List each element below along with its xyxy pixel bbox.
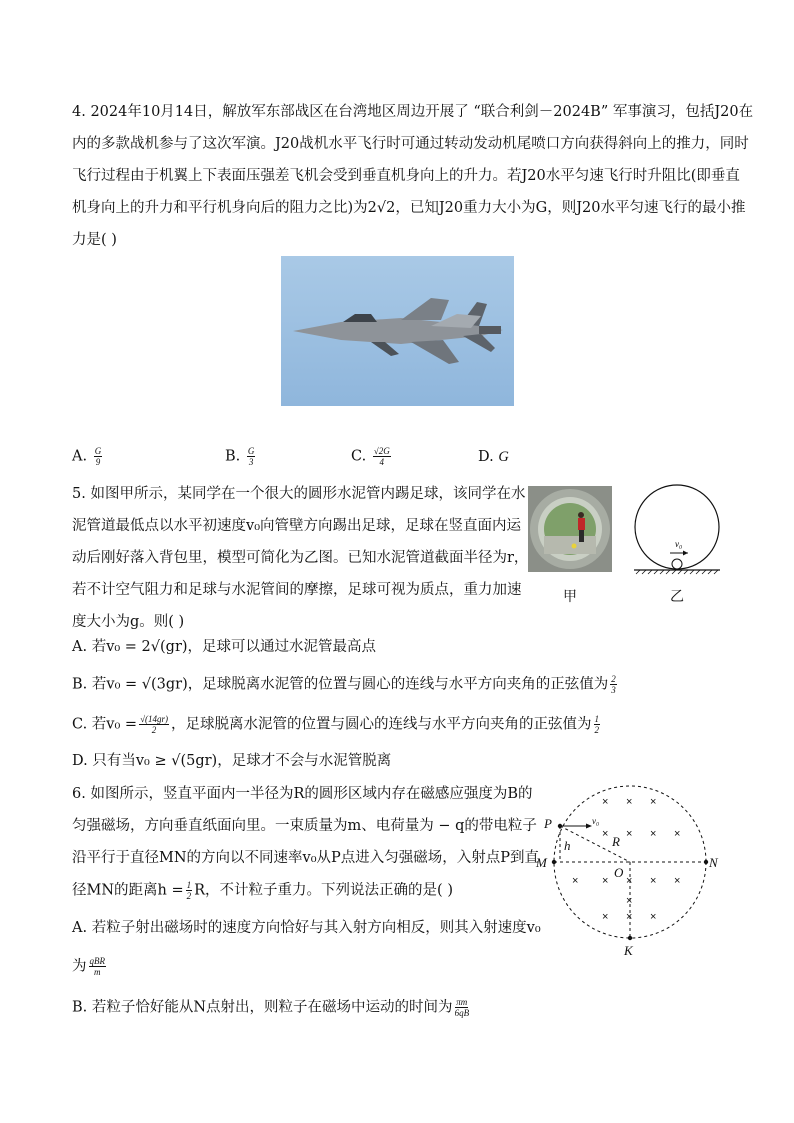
q6-option-a-den: m [94,967,101,977]
pipe-model-diagram [632,481,722,581]
q4-line-2: 内的多款战机参与了这次军演。J20战机水平飞行时可通过转动发动机尾喷口方向获得斜向上的推力，同时 [72,136,749,152]
q5-line-2: 泥管道最低点以水平初速度v₀向管壁方向踢出足球，足球在竖直面内运 [72,518,522,534]
figure-label-jia: 甲 [563,589,577,605]
v0-label: v₀ [675,539,683,549]
q5-line-5: 度大小为g。则( ) [72,614,185,630]
q6-option-b-text: B. 若粒子恰好能从N点射出，则粒子在磁场中运动的时间为 [72,999,453,1016]
label-k: K [624,943,633,958]
point-k [628,936,632,940]
q5-option-c-prefix: C. 若v₀ = [72,716,138,733]
q5-option-b-text: B. 若v₀ = √(3gr)，足球脱离水泥管的位置与圆心的连线与水平方向夹角的正弦值为 [72,676,609,693]
q4-option-b-fraction [247,446,256,467]
q6-option-a-fraction [89,956,107,977]
field-cross-mark: × [602,875,609,887]
q4-option-b [225,446,257,467]
field-cross-mark: × [602,796,609,808]
field-cross-mark: × [674,828,681,840]
q6-option-a-num: qBR [89,956,105,966]
field-cross-mark: × [626,911,633,923]
q5-option-c-sine-num: 1 [594,714,599,724]
q6-option-a-line-1: A. 若粒子射出磁场时的速度方向恰好与其入射方向相反，则其入射速度v₀ [72,920,541,936]
q5-option-c [72,714,602,735]
q4-option-d [478,449,509,466]
q5-option-c-sine-den: 2 [594,725,599,735]
field-cross-mark: × [572,875,579,887]
q5-option-b [72,674,619,695]
label-v0: v₀ [592,816,600,826]
q6-h-num: 1 [186,880,192,890]
velocity-arrowhead [683,551,688,556]
field-cross-mark: × [602,911,609,923]
q4-line-1: 4. 2024年10月14日，解放军东部战区在台湾地区周边开展了 “联合利剑－2024B” 军事演习，包括J20在 [72,104,754,120]
q5-line-3: 动后刚好落入背包里，模型可简化为乙图。已知水泥管道截面半径为r， [72,550,529,566]
field-cross-mark: × [674,875,681,887]
q4-line-3: 飞行过程由于机翼上下表面压强差飞机会受到垂直机身向上的升力。若J20水平匀速飞行时升阻比(即垂直 [72,168,740,184]
q4-option-a-label: A. [72,448,88,465]
q5-option-c-text: ，足球脱离水泥管的位置与圆心的连线与水平方向夹角的正弦值为 [171,716,592,733]
q5-option-b-den: 3 [611,685,616,695]
q5-option-a: A. 若v₀ = 2√(gr)，足球可以通过水泥管最高点 [72,639,377,655]
q4-option-c-den: 4 [379,457,385,467]
figure-label-yi: 乙 [670,589,684,605]
q5-line-4: 若不计空气阻力和足球与水泥管间的摩擦，足球可视为质点，重力加速 [72,582,522,598]
q6-option-b [72,997,471,1018]
q6-line-2: 匀强磁场，方向垂直纸面向里。一束质量为m、电荷量为 − q的带电粒子 [72,818,537,834]
point-p [558,824,562,828]
field-cross-mark: × [650,796,657,808]
q6-line-1: 6. 如图所示，竖直平面内一半径为R的圆形区域内存在磁感应强度为B的 [72,786,533,802]
q6-option-a-prefix: 为 [72,958,87,975]
label-p: P [544,816,552,831]
q4-option-a-fraction [94,446,103,467]
field-cross-mark: × [626,875,633,887]
q4-option-c-label: C. [351,448,367,465]
field-cross-mark: × [650,828,657,840]
q4-option-b-num: G [247,446,255,456]
j20-fighter-jet-photo [281,256,514,406]
q4-option-a [72,446,104,467]
q5-option-c-sine-fraction [594,714,601,735]
q4-option-b-den: 3 [248,457,254,467]
q6-h-fraction [186,880,193,901]
q5-option-b-fraction [610,674,617,695]
q4-line-4: 机身向上的升力和平行机身向后的阻力之比)为2√2，已知J20重力大小为G，则J20水平匀速飞行的最小推 [72,200,746,216]
q5-option-d: D. 只有当v₀ ≥ √(5gr)，足球才不会与水泥管脱离 [72,753,392,769]
q6-option-b-fraction [455,997,470,1018]
label-r: R [612,834,620,849]
magnetic-field-diagram [534,780,724,960]
concrete-pipe-photo [528,486,612,572]
label-h: h [564,838,571,853]
label-m: M [536,855,547,870]
q6-line-4-prefix: 径MN的距离h = [72,882,184,899]
q4-option-b-label: B. [225,448,241,465]
q4-option-c-fraction [373,446,391,467]
label-o: O [614,865,624,880]
field-cross-mark: × [650,875,657,887]
q5-option-c-speed-num: √(14gr) [140,714,168,724]
point-m [552,860,556,864]
q6-option-b-den: 6qB [454,1008,470,1018]
q4-option-a-den: 9 [95,457,101,467]
label-n: N [709,855,718,870]
q5-option-c-speed-fraction [139,714,169,735]
field-cross-mark: × [626,828,633,840]
q4-option-c-num: √2G [373,446,390,456]
q4-option-d-label: D. [478,449,494,465]
field-cross-mark: × [602,828,609,840]
pipe-circle [635,485,719,569]
q5-option-b-num: 2 [611,674,616,684]
point-n [704,860,708,864]
q6-h-den: 2 [186,891,192,901]
field-cross-mark: × [626,895,633,907]
q6-option-b-num: πm [456,997,468,1007]
q4-option-c [351,446,393,467]
field-cross-mark: × [626,796,633,808]
q4-option-d-value: G [498,449,509,465]
q6-line-4-text: R，不计粒子重力。下列说法正确的是( ) [194,882,453,899]
q6-line-4 [72,880,453,901]
q4-line-5: 力是( ) [72,232,117,248]
ball-circle [672,559,682,569]
field-cross-mark: × [650,911,657,923]
q4-option-a-num: G [94,446,102,456]
q5-line-1: 5. 如图甲所示，某同学在一个很大的圆形水泥管内踢足球，该同学在水 [72,486,526,502]
q5-option-c-speed-den: 2 [151,725,157,735]
q6-line-3: 沿平行于直径MN的方向以不同速率v₀从P点进入匀强磁场，入射点P到直 [72,850,540,866]
q6-option-a-line-2 [72,956,108,977]
